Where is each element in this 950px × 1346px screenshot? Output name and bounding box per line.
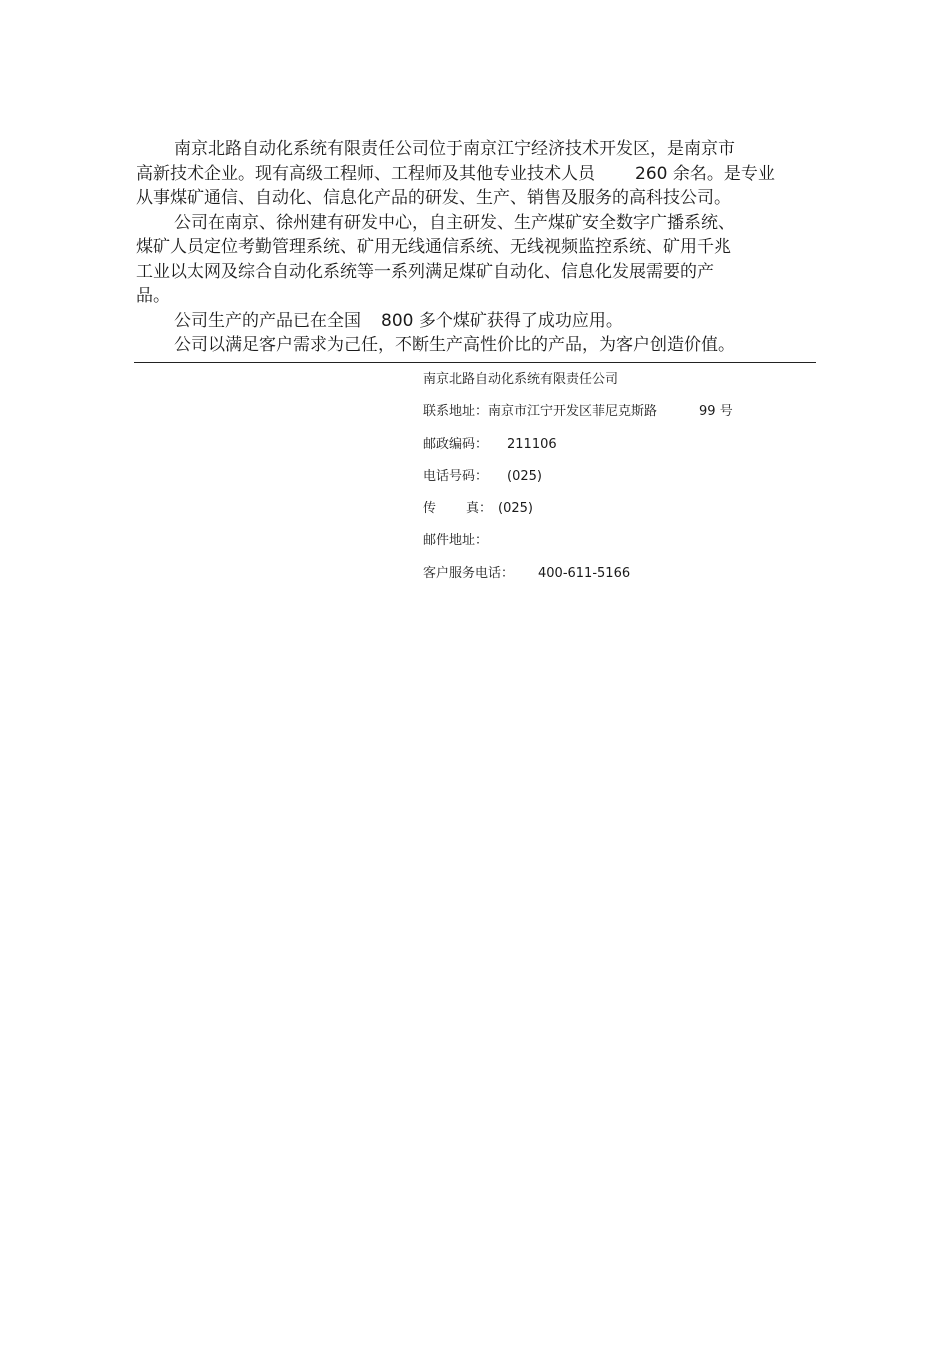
- intro-text: 公司以满足客户需求为己任，不断生产高性价比的产品，为客户创造价值。: [174, 335, 735, 355]
- paragraph-2-line-4: [136, 284, 816, 309]
- intro-text: 从事煤矿通信、自动化、信息化产品的研发、生产、销售及服务的高科技公司。: [136, 188, 731, 208]
- phone-row: [423, 467, 823, 499]
- contact-info: [423, 370, 823, 596]
- address-label: 联系地址：: [423, 404, 489, 420]
- paragraph-2-line-3: [136, 260, 816, 285]
- intro-text: 南京北路自动化系统有限责任公司位于南京江宁经济技术开发区，是南京市: [174, 139, 735, 159]
- section-divider: [134, 362, 816, 363]
- fax-label-start: 传: [423, 501, 437, 517]
- fax-label-end: 真：: [466, 501, 493, 517]
- phone-value: (025): [507, 468, 542, 484]
- email-row: [423, 531, 823, 563]
- paragraph-3: [136, 309, 816, 334]
- paragraph-2-line-2: [136, 235, 816, 260]
- fax-value: (025): [498, 501, 533, 517]
- paragraph-1-line-2: [136, 162, 816, 187]
- service-phone-label: 客户服务电话：: [423, 565, 515, 581]
- postcode-label: 邮政编码：: [423, 436, 489, 452]
- paragraph-4: [136, 333, 816, 358]
- company-name-row: [423, 370, 823, 402]
- postcode-value: 211106: [507, 436, 557, 452]
- paragraph-2-line-1: [136, 211, 816, 236]
- intro-text: 公司在南京、徐州建有研发中心，自主研发、生产煤矿安全数字广播系统、: [174, 212, 735, 233]
- address-number: 99 号: [699, 404, 733, 420]
- intro-text: 工业以太网及综合自动化系统等一系列满足煤矿自动化、信息化发展需要的产: [136, 261, 714, 282]
- intro-text: 品。: [136, 286, 170, 306]
- phone-label: 电话号码：: [423, 468, 489, 484]
- address-row: [423, 402, 823, 434]
- mine-count-text: 800 多个煤矿获得了成功应用。: [381, 310, 623, 331]
- company-name: 南京北路自动化系统有限责任公司: [423, 372, 619, 387]
- company-introduction: [136, 137, 816, 358]
- paragraph-1-line-3: [136, 186, 816, 211]
- staff-count-text: 260 余名。是专业: [635, 163, 775, 184]
- intro-text: 高新技术企业。现有高级工程师、工程师及其他专业技术人员: [136, 163, 595, 184]
- paragraph-1-line-1: [136, 137, 816, 162]
- service-phone-value: 400-611-5166: [538, 565, 631, 581]
- address-value: 南京市江宁开发区菲尼克斯路: [488, 404, 658, 420]
- intro-text: 公司生产的产品已在全国: [174, 310, 361, 331]
- fax-row: [423, 499, 823, 531]
- email-label: 邮件地址：: [423, 533, 489, 549]
- intro-text: 煤矿人员定位考勤管理系统、矿用无线通信系统、无线视频监控系统、矿用千兆: [136, 237, 731, 257]
- service-phone-row: [423, 564, 823, 596]
- postcode-row: [423, 435, 823, 467]
